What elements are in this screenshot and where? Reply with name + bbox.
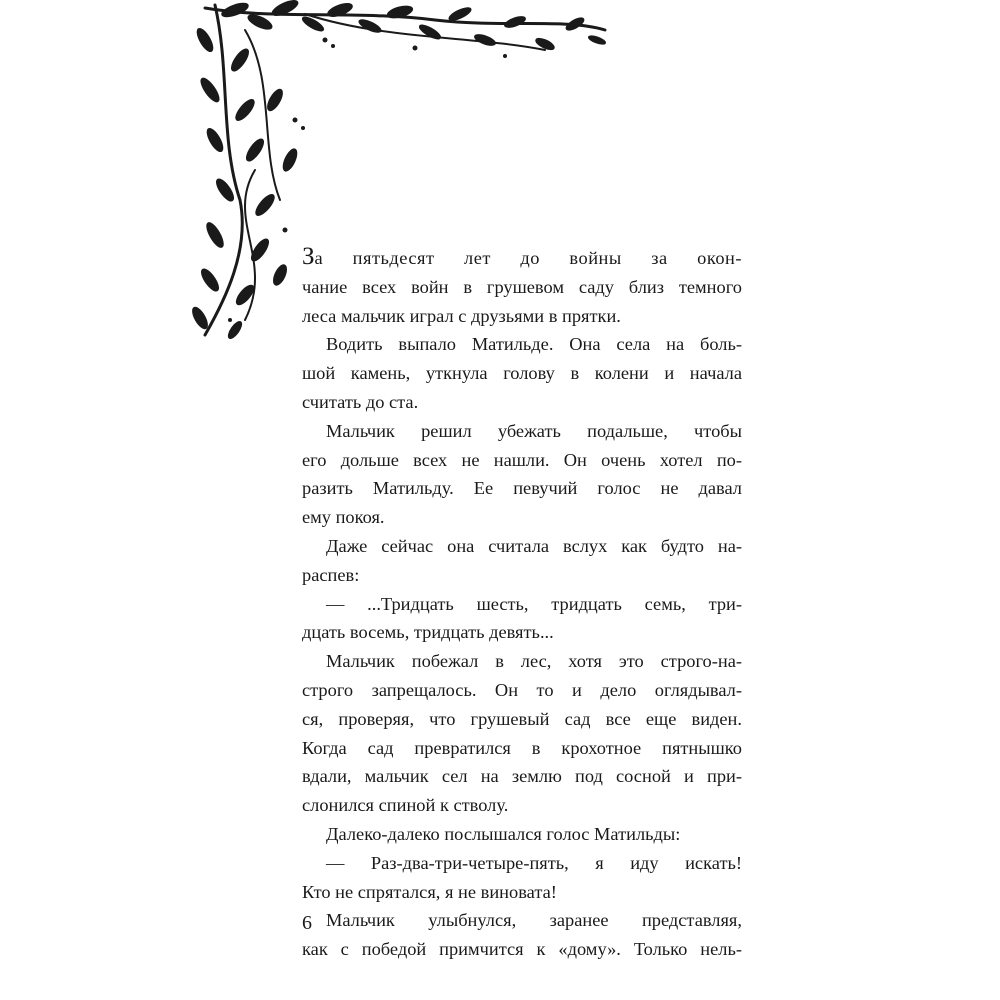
small-caps-opening: а пятьдесят лет до войны за окон-: [314, 248, 742, 268]
text-line: Когда сад превратился в крохотное пятнышко: [302, 737, 742, 758]
page-number: 6: [302, 912, 312, 934]
text-line: леса мальчик играл с друзьями в прятки.: [302, 305, 621, 326]
text-line: чание всех войн в грушевом саду близ темного: [302, 276, 742, 297]
text-line: Мальчик улыбнулся, заранее представляя,: [326, 910, 742, 931]
body-text: [302, 244, 742, 964]
text-line: шой камень, уткнула голову в колени и начала: [302, 363, 742, 384]
text-line: Далеко-далеко послышался голос Матильды:: [326, 823, 681, 844]
text-line: — Раз-два-три-четыре-пять, я иду искать!: [326, 852, 742, 873]
text-line: [302, 244, 742, 273]
text-line: Кто не спрятался, я не виновата!: [302, 881, 557, 902]
text-line: ся, проверяя, что грушевый сад все еще виден.: [302, 708, 742, 729]
text-line: строго запрещалось. Он то и дело оглядывал-: [302, 679, 742, 700]
text-line: Даже сейчас она считала вслух как будто на-: [326, 535, 742, 556]
text-line: как с победой примчится к «дому». Только нель-: [302, 939, 742, 960]
text-line: разить Матильду. Ее певучий голос не давал: [302, 478, 742, 499]
text-line: — ...Тридцать шесть, тридцать семь, три-: [326, 593, 742, 614]
text-line: Мальчик решил убежать подальше, чтобы: [326, 420, 742, 441]
text-line: Мальчик побежал в лес, хотя это строго-на-: [326, 651, 742, 672]
text-line: Водить выпало Матильде. Она села на боль-: [326, 334, 742, 355]
text-line: его дольше всех не нашли. Он очень хотел по-: [302, 449, 742, 470]
text-line: распев:: [302, 564, 360, 585]
drop-cap: З: [302, 243, 315, 270]
text-line: слонился спиной к стволу.: [302, 795, 509, 816]
text-line: ему покоя.: [302, 507, 385, 528]
text-line: дцать восемь, тридцать девять...: [302, 622, 554, 643]
text-line: вдали, мальчик сел на землю под сосной и при-: [302, 766, 742, 787]
text-line: считать до ста.: [302, 391, 419, 412]
